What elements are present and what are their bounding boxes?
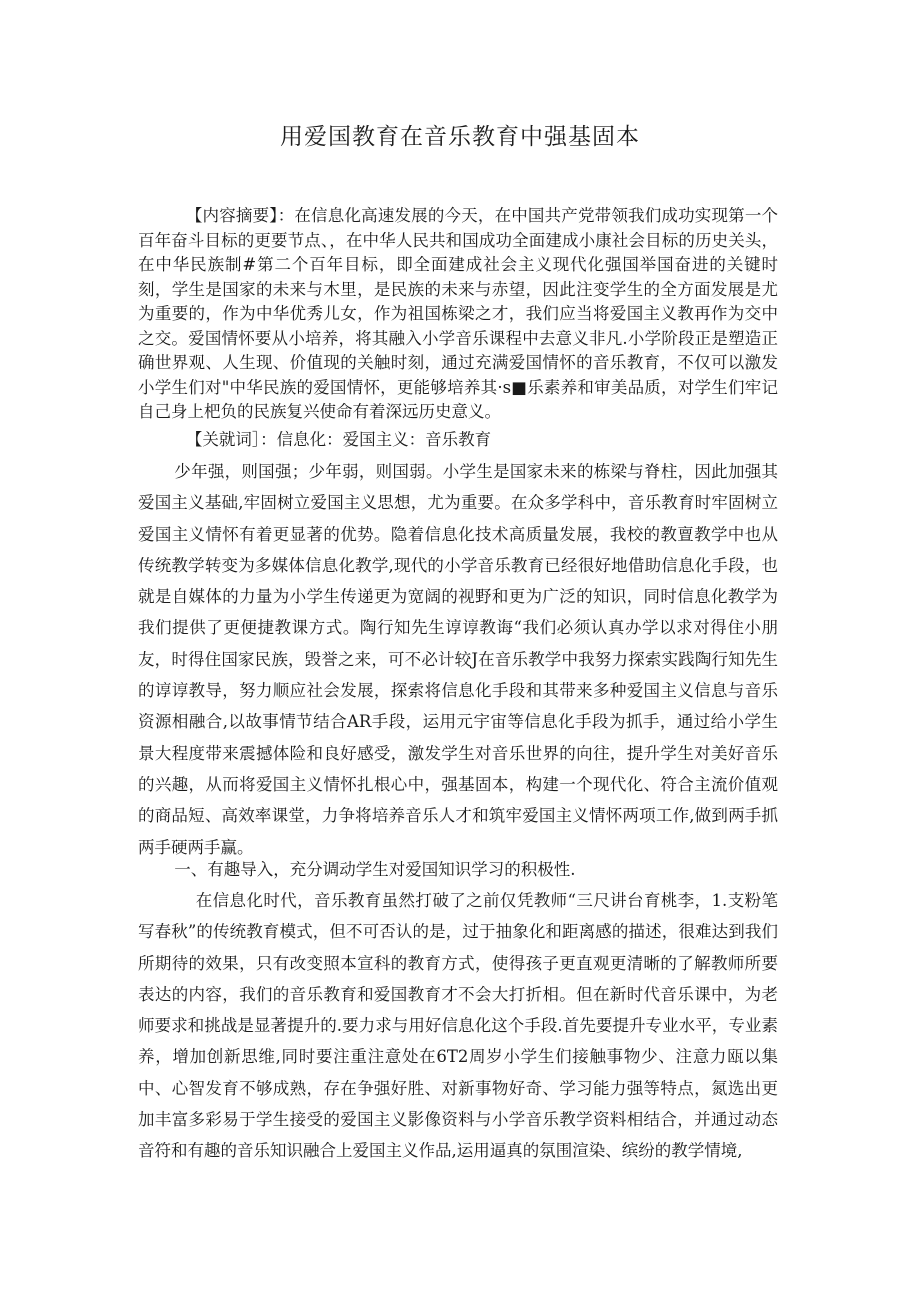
abstract-paragraph: 【内容摘要】：在信息化高速发展的今天，在中国共产党带领我们成功实现第一个百年奋斗目标的更要节点、，在中华人民共和国成功全面建成小康社会目标的历史关头，在中华民族制#第二个百年目标，即全面建成社会主义现代化强国举国奋进的关键时刻，学生是国家的未来与木里，是民族的未来与赤望，因此注变学生的全方面发展是尤为重要的，作为中华优秀儿女，作为祖国栋梁之才，我们应当将爱国主义教再作为交中之交。爱国情怀要从小培养，将其融入小学音乐课程中去意义非凡.小学阶段正是塑造正确世界观、人生现、价值现的关触时刻，通过充满爱国情怀的音乐教育，不仅可以激发小学生们对"中华民族的爱国情怀，更能够培养其·s■乐素养和审美品质，对学生们牢记自己身上杷负的民族复兴使命有着深远历史意义。	[138, 206, 778, 421]
body-paragraph-1: 少年强，则国强；少年弱，则国弱。小学生是国家未来的栋梁与脊柱，因此加强其爱国主义基础,牢固树立爱国主义思想，尤为重要。在众多学科中，音乐教育时牢固树立爱国主义情怀有着更显著的优势。隐着信息化技术高质量发展，我校的教亶教学中也从传统教学转变为多媒体信息化教学,现代的小学音乐教育已经很好地借助信息化手段，也就是自媒体的力量为小学生传递更为宽阔的视野和更为广泛的知识，同时信息化教学为我们提供了更便捷教课方式。陶行知先生谆谆教诲“我们必须认真办学以求对得住小朋友，时得住国家民族，毁誉之来，可不必计较J在音乐教学中我努力探索实践陶行知先生的谆谆教导，努力顺应社会发展，探索将信息化手段和其带来多种爱国主义信息与音乐资源相融合,以故事情节结合AR手段，运用元宇宙等信息化手段为抓手，通过给小学生景大程度带来震撼体险和良好感受，激发学生对音乐世界的向往，提升学生对美好音乐的兴趣，从而将爱国主义情怀扎根心中，强基固本，构建一个现代化、符合主流价值观的商品短、高效率课堂，力争将培养音乐人才和筑牢爱国主义情怀两项工作,做到两手抓两手硬两手赢。	[138, 462, 778, 857]
document-title: 用爱国教育在音乐教育中强基固本	[280, 124, 640, 150]
section-heading-1: 一、有趣导入，充分调动学生对爱国知识学习的积极性.	[174, 860, 576, 879]
body-paragraph-2: 在信息化时代，音乐教育虽然打破了之前仅凭教师“三尺讲台育桃李，1.支粉笔写春秋”的传统教育模式，但不可否认的是，过于抽象化和距离感的描述，很难达到我们所期待的效果，只有改变照本宣科的教育方式，使得孩子更直观更清晰的了解教师所要表达的内容，我们的音乐教育和爱国教育才不会大打折相。但在新时代音乐课中，为老师要求和挑战是显著提升的.要力求与用好信息化这个手段.首先要提升专业水平，专业素养，增加创新思维,同时要注重注意处在6T2周岁小学生们接触事物少、注意力瓯以集中、心智发育不够成熟，存在争强好胜、对新事物好奇、学习能力强等特点，氮选出更加丰富多彩易于学生接受的爱国主义影像资料与小学音乐教学资料相结合，并通过动态音符和有趣的音乐知识融合上爱国主义作品,运用逼真的氛围渲染、缤纷的教学情境,	[138, 891, 778, 1161]
keywords-line: 【关就词］：信息化：爱国主义：音乐教育	[185, 430, 492, 449]
